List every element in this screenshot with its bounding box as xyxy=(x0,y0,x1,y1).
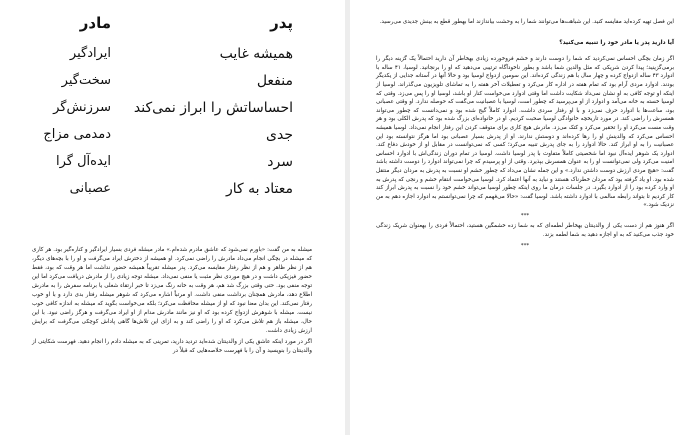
body-paragraph: میشله به من گفت: «باورم نمی‌شود که عاشق مادرم شده‌ام.» مادر میشله فردی بسیار ایرادگیر و کناره‌گیر بود. هر کاری که میشله در بچگی انجام می‌داد مادرش را راضی نمی‌کرد. او همیشه از دخترش ایراد می‌گرفت و او را با بچه‌های دیگر، هم از نظر ظاهر و هم از نظر رفتار مقایسه می‌کرد. پدر میشله تقریباً همیشه حضور نداشت اما هر وقت که بود، فقط حضور فیزیکی داشت و در هیچ موردی نظر مثبت یا منفی نمی‌داد. میشله توجه زیادی را از مادرش دریافت می‌کرد اما این توجه منفی بود. حتی وقتی بزرگ شد هم، هر وقت به خانه رنگ می‌زد تا خبر ارتقاء شغلی یا برنامه سفرش را به مادرش اطلاع دهد، مادرش همچنان برداشت منفی داشت. او مرتباً اشاره می‌کرد که شوهر میشله رفتار بدی دارد و با او خوب رفتار نمی‌کند. این بدان معنا نبود که او از میشله محافظت می‌کرد؛ بلکه می‌خواست بگوید که میشله به اندازه کافی خوب نیست. میشله با شوهرش ازدواج کرده بود که او نیز مانند مادرش مدام از او ایراد می‌گرفت و هرگز راضی نبود. با این حال، میشله باز هم تلاش می‌کرد که او را راضی کند و به ازای این تلاش‌ها گاهی پاداش کوچکی می‌گرفت که برایش ارزش زیادی داشت. xyxy=(32,247,312,334)
body-paragraph: اگر هنوز هم از دست یکی از والدینتان بهخاطر لطمه‌ای که به شما زده خشمگین هستید، احتمالاً فردی را بهعنوان شریک زندگی خود جذب می‌کنید که به او اجازه دهید به شما لطمه بزند. xyxy=(376,223,674,239)
father-heading: پدر xyxy=(270,14,293,32)
mother-trait: سرزنش‌گر xyxy=(53,100,111,115)
mother-trait: ایده‌آل گرا xyxy=(55,154,111,169)
father-trait: احساساتش را ابراز نمی‌کند xyxy=(133,100,293,116)
mother-traits-list xyxy=(43,44,111,206)
body-paragraph: اگر در مورد اینکه عاشق یکی از والدینتان شده‌اید تردید دارید، تمرینی که به میشله دادم را انجام دهید. فهرست شکایتی از والدینتان را بنویسید و آن را با فهرست خلاصه‌هایی که قبلاً در xyxy=(32,339,312,354)
father-trait: سرد xyxy=(267,154,293,170)
father-traits-list xyxy=(134,44,293,206)
father-trait: همیشه غایب xyxy=(219,46,293,62)
section-divider: *** xyxy=(520,242,530,249)
mother-heading: مادر xyxy=(79,14,111,32)
father-trait: جدی xyxy=(266,127,293,143)
left-page xyxy=(0,0,345,435)
mother-trait: دمدمی مزاج xyxy=(43,127,111,142)
intro-paragraph: این فصل تهیه کرده‌اید مقایسه کنید. این شباهت‌ها می‌توانند شما را به وحشت بیاندازند اما بهطور قطع به بینش جدیدی می‌رسید. xyxy=(379,19,674,25)
mother-trait: عصبانی xyxy=(69,181,111,196)
right-page xyxy=(350,0,695,435)
father-trait: معتاد به کار xyxy=(226,181,293,197)
left-page-body xyxy=(32,246,312,356)
body-paragraph: اگر زمان بچگی احساس نمی‌کردید که شما را دوست دارند و خشم فروخورده زیادی بهخاطر آن دارید احتمالاً یک گزینه دیگر را برمی‌گزینید؛ پیدا کردن شریکی که مثل والدین شما باشد و بطور ناخودآگاه ترتیبی می‌دهید که او را برنجانید. لوسیا، ۴۱ ساله با ادوارد ۴۳ ساله ازدواج کرده و چهار سال با هم زندگی کرده‌اند. این سومین ازدواج لوسیا بود و حالا آنها در آستانه جدایی از یکدیگر بودند. ادوارد مردی آرام بود که تمام هفته در اداره کار می‌کرد و تعطیلات آخر هفته را به تماشای تلویزیون می‌گذراند. لوسیا از اینکه او توجه کافی به او نشان نمی‌داد شکایت داشت اما وقتی ادوارد می‌خواست کنار او باشد، لوسیا او را پس می‌زد. وقتی که لوسیا خسته به خانه می‌آمد و ادوارد از او می‌پرسید که چطور است، لوسیا با عصبانیت می‌گفت که حوصله ندارد. او وقتی عصبانی بود، ساعت‌ها با ادوارد حرف نمی‌زد و با او رفتار سردی داشت. ادوارد کاملاً گیج شده بود و نمی‌دانست که چطور می‌تواند همسرش را راضی کند. در مورد تاریخچه خانوادگی لوسیا صحبت کردیم. او در خانواده‌ای بزرگ شده بود که پدرش الکلی بود و هر وقت مست می‌کرد او را تحقیر می‌کرد و کتک می‌زد. مادرش هیچ کاری برای متوقف کردن این رفتار انجام نمی‌داد. لوسیا همیشه احساس می‌کرد که والدینش او را رها کرده‌اند و دوستش ندارند. او از پدرش بسیار عصبانی بود اما هرگز نتوانسته بود این عصبانیت را به او ابراز کند. حالا ادوارد را به جای پدرش تنبیه می‌کرد؛ کسی که نمی‌توانست در مقابل او از خودش دفاع کند. ادوارد یک شوهر ایده‌آل نبود اما شخصیتی کاملاً متفاوت با پدر لوسیا داشت. لوسیا در تمام دوران زندگی‌اش با ادوارد احساس امنیت می‌کرد ولی نمی‌توانست او را به عنوان همسرش بپذیرد. وقتی از او پرسیدم که چرا نمی‌تواند ادوارد را دوست داشته باشد گفت: «هیچ مردی ارزش دوست داشتن ندارد.» و این جمله نشان می‌داد که چطور خشم او نسبت به پدرش به مردان دیگر منتقل شده بود. او یاد گرفته بود که مردان خطرناک هستند و نباید به آنها اعتماد کرد. لوسیا می‌خواست انتقام خشم و رنجی که پدرش به او وارد کرده بود را از ادوارد بگیرد. در جلسات درمان ما روی اینکه چطور لوسیا می‌تواند خشم خود را نسبت به پدرش ابراز کند کار کردیم تا بتواند رابطه سالمی با ادوارد داشته باشد. لوسیا گفت: «حالا می‌فهمم که چرا نمی‌توانستم به ادوارد اجازه دهم به من نزدیک شود.» xyxy=(376,56,674,209)
father-trait: منفعل xyxy=(256,73,293,89)
mother-trait: سخت‌گیر xyxy=(61,73,111,88)
section-divider: *** xyxy=(520,212,530,219)
right-page-body xyxy=(376,18,674,252)
section-heading: آیا دارید پدر یا مادر خود را تنبیه می‌کنید؟ xyxy=(559,39,674,46)
mother-trait: ایرادگیر xyxy=(69,46,111,61)
